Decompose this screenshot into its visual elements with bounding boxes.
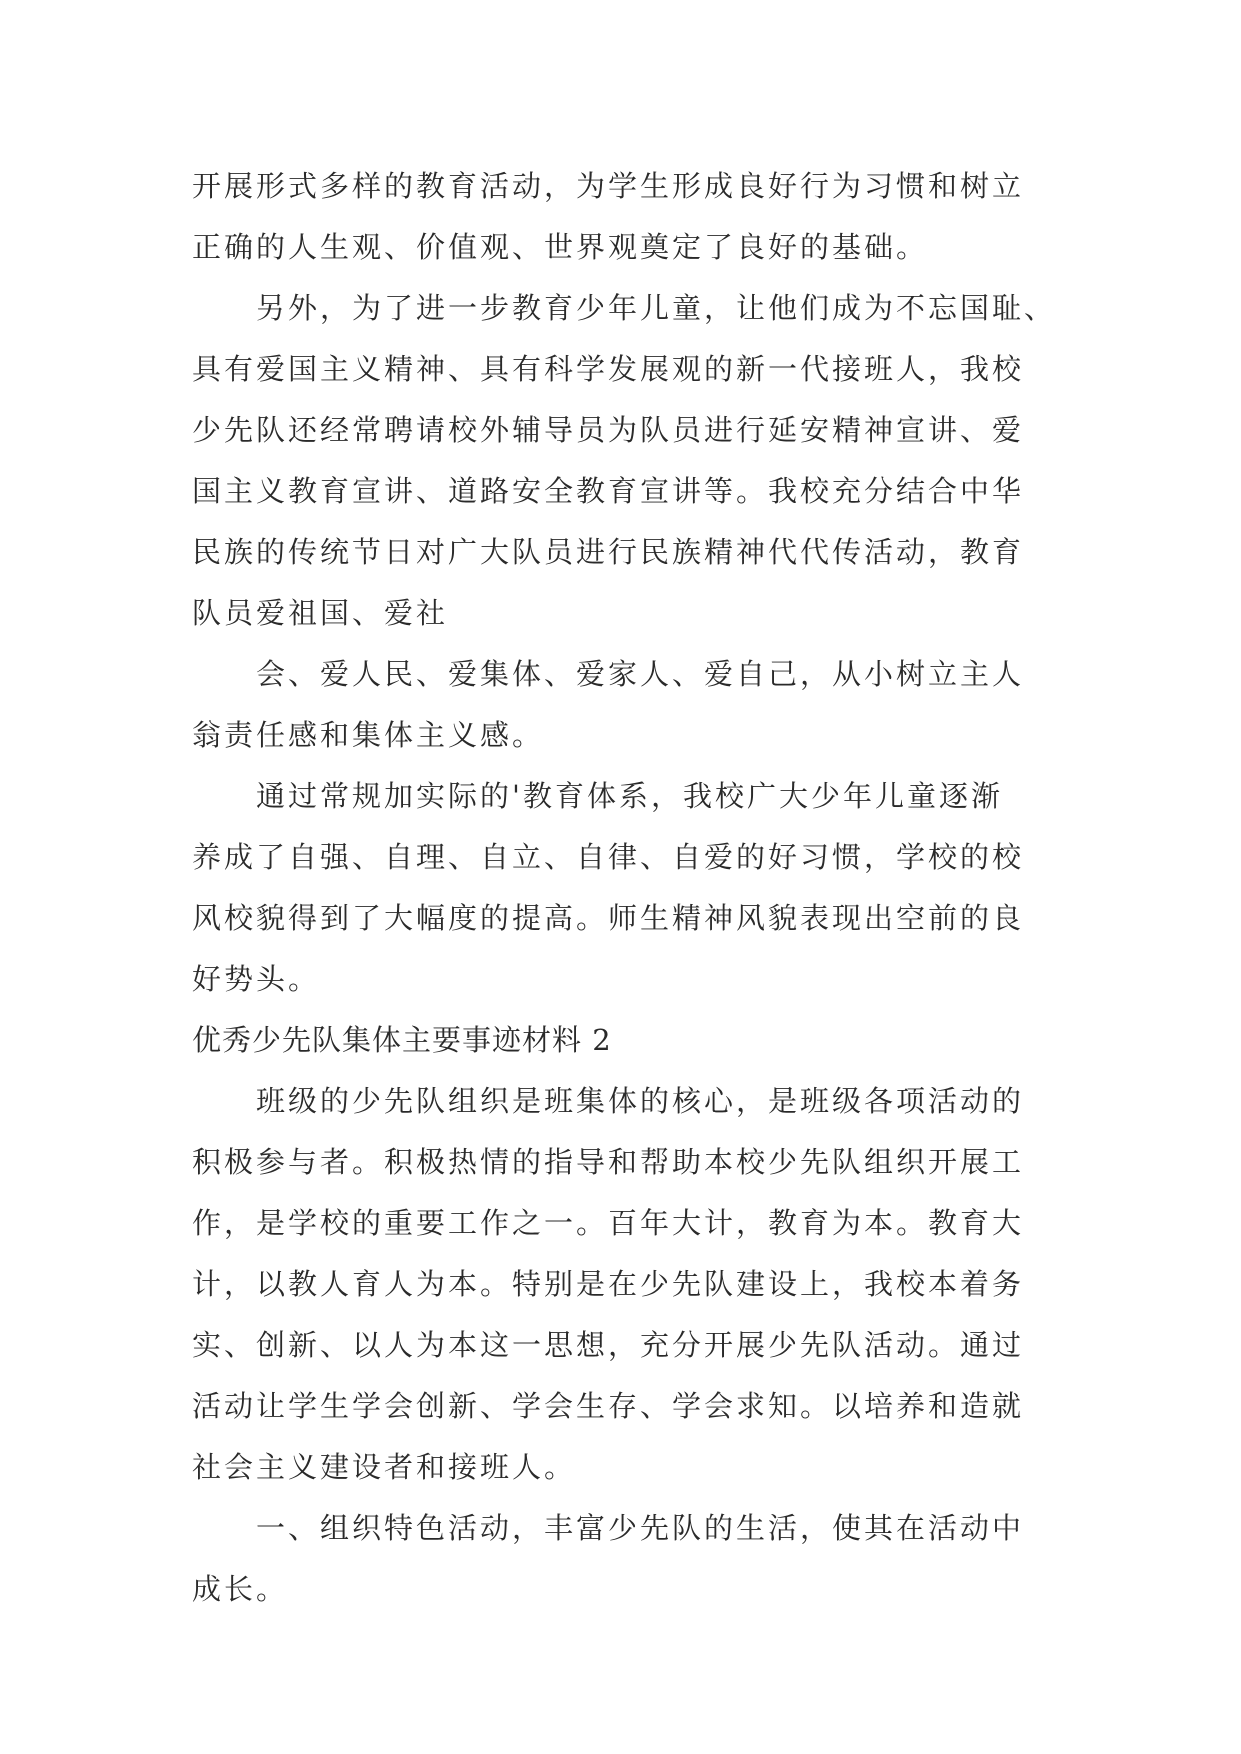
text-line: 养成了自强、自理、自立、自律、自爱的好习惯，学校的校 <box>192 840 1025 874</box>
paragraph-start-line: 另外，为了进一步教育少年儿童，让他们成为不忘国耻、 <box>256 291 1057 325</box>
text-line: 翁责任感和集体主义感。 <box>192 718 545 752</box>
text-line: 成长。 <box>192 1572 289 1606</box>
text-line: 积极参与者。积极热情的指导和帮助本校少先队组织开展工 <box>192 1145 1025 1179</box>
paragraph-start-line: 通过常规加实际的'教育体系，我校广大少年儿童逐渐 <box>256 779 1003 813</box>
text-line: 队员爱祖国、爱社 <box>192 596 449 630</box>
text-line: 正确的人生观、价值观、世界观奠定了良好的基础。 <box>192 230 929 264</box>
text-line: 少先队还经常聘请校外辅导员为队员进行延安精神宣讲、爱 <box>192 413 1025 447</box>
text-line: 民族的传统节日对广大队员进行民族精神代代传活动，教育 <box>192 535 1025 569</box>
text-line: 具有爱国主义精神、具有科学发展观的新一代接班人，我校 <box>192 352 1025 386</box>
section-heading: 优秀少先队集体主要事迹材料 2 <box>192 1023 612 1057</box>
paragraph-start-line: 班级的少先队组织是班集体的核心，是班级各项活动的 <box>256 1084 1025 1118</box>
document-body <box>192 156 1060 1620</box>
paragraph-start-line: 一、组织特色活动，丰富少先队的生活，使其在活动中 <box>256 1511 1025 1545</box>
text-line: 实、创新、以人为本这一思想，充分开展少先队活动。通过 <box>192 1328 1025 1362</box>
text-line: 社会主义建设者和接班人。 <box>192 1450 577 1484</box>
text-line: 作，是学校的重要工作之一。百年大计，教育为本。教育大 <box>192 1206 1025 1240</box>
text-line: 计，以教人育人为本。特别是在少先队建设上，我校本着务 <box>192 1267 1025 1301</box>
paragraph-start-line: 会、爱人民、爱集体、爱家人、爱自己，从小树立主人 <box>256 657 1025 691</box>
text-line: 国主义教育宣讲、道路安全教育宣讲等。我校充分结合中华 <box>192 474 1025 508</box>
text-line: 风校貌得到了大幅度的提高。师生精神风貌表现出空前的良 <box>192 901 1025 935</box>
text-line: 活动让学生学会创新、学会生存、学会求知。以培养和造就 <box>192 1389 1025 1423</box>
text-line: 好势头。 <box>192 962 321 996</box>
text-line: 开展形式多样的教育活动，为学生形成良好行为习惯和树立 <box>192 169 1025 203</box>
